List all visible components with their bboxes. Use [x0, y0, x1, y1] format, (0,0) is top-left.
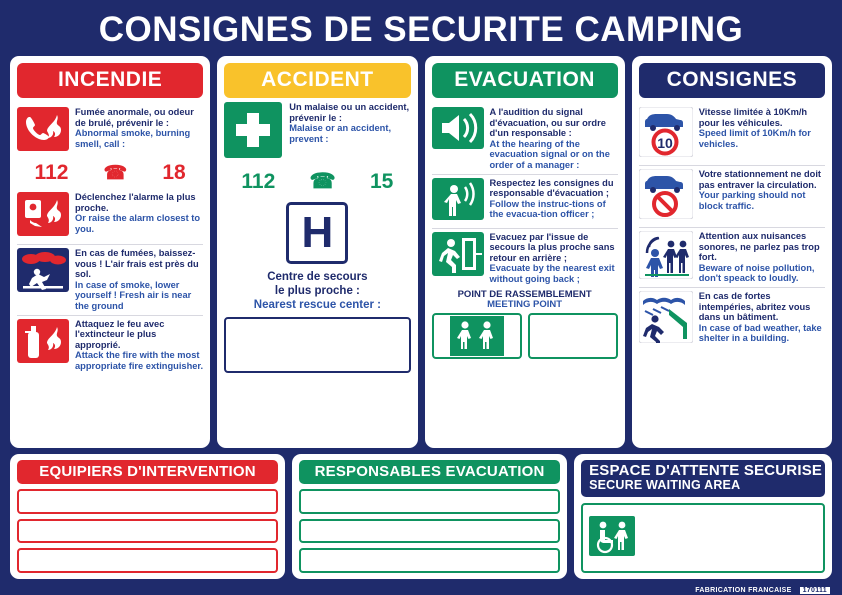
- list-item-text: [699, 107, 825, 149]
- column-header-accident: ACCIDENT: [224, 63, 410, 98]
- text-fr: Attaquez le feu avec l'extincteur le plus approprié.: [75, 318, 165, 350]
- phone-icon: ☎: [309, 170, 336, 193]
- text-fr: Respectez les consignes du responsable d'évacuation ;: [489, 177, 614, 199]
- evacuation-managers-input[interactable]: [299, 519, 560, 544]
- noise-pollution-icon: [639, 231, 693, 284]
- panel-intervention-team: [10, 454, 285, 579]
- consignes-rows: [639, 104, 825, 442]
- footer: [695, 587, 830, 594]
- list-item: [639, 287, 825, 351]
- crawl-smoke-icon: [17, 248, 69, 297]
- intervention-team-input[interactable]: [17, 489, 278, 514]
- rescue-center-fr-1: Centre de secours: [267, 271, 368, 283]
- list-item-text: [75, 248, 203, 312]
- text-en: In case of bad weather, take shelter in a building.: [698, 322, 822, 344]
- text-fr: Un malaise ou un accident, prévenir le :: [289, 102, 410, 123]
- accident-intro: [224, 98, 410, 163]
- text-fr: Votre stationnement ne doit pas entraver la circulation.: [698, 169, 821, 190]
- intervention-team-input[interactable]: [17, 548, 278, 573]
- intervention-team-header: EQUIPIERS D'INTERVENTION: [17, 460, 278, 484]
- no-parking-icon: [639, 169, 693, 224]
- intervention-team-input[interactable]: [17, 519, 278, 544]
- fire-extinguisher-icon: [17, 319, 69, 368]
- list-item: [432, 174, 618, 228]
- list-item: [639, 165, 825, 227]
- panel-waiting-area: [574, 454, 832, 579]
- list-item-text: [490, 232, 618, 285]
- column-header-consignes: CONSIGNES: [639, 63, 825, 98]
- list-item-text: [75, 192, 203, 234]
- text-fr: Déclenchez l'alarme la plus proche.: [75, 192, 196, 213]
- meeting-point-input[interactable]: [528, 313, 618, 359]
- phone-icon: ☎: [103, 162, 128, 184]
- text-en: Attack the fire with the most appropriate fire extinguisher.: [75, 350, 204, 371]
- bottom-row: [10, 454, 832, 579]
- meeting-point-fr: POINT DE RASSEMBLEMENT: [457, 288, 592, 300]
- exit-door-icon: [432, 232, 484, 281]
- meeting-point-row: [432, 313, 618, 359]
- footer-made-in: FABRICATION FRANCAISE: [695, 587, 792, 594]
- phone-number-15: 15: [369, 169, 394, 193]
- evacuation-managers-input[interactable]: [299, 548, 560, 573]
- rescue-center-input[interactable]: [224, 317, 410, 373]
- text-en: Speed limit of 10Km/h for vehicles.: [698, 128, 811, 149]
- text-en: Malaise or an accident, prevent :: [289, 123, 392, 144]
- list-item: [639, 227, 825, 287]
- evacuation-managers-header: RESPONSABLES EVACUATION: [299, 460, 560, 484]
- intervention-team-lines: [17, 489, 278, 573]
- list-item: [432, 104, 618, 174]
- text-fr: A l'audition du signal d'évacuation, ou sur ordre d'un responsable :: [489, 107, 606, 139]
- phone-number-112: 112: [241, 169, 276, 193]
- column-accident: [217, 56, 417, 448]
- text-en: Evacuate by the nearest exit without going back ;: [489, 263, 615, 284]
- list-item-text: [75, 107, 203, 149]
- text-fr: Fumée anormale, ou odeur de brulé, prévenir le :: [75, 107, 194, 128]
- text-en: Follow the instruc-tions of the evacua-tion officer ;: [489, 198, 606, 220]
- column-header-incendie: INCENDIE: [17, 63, 203, 98]
- hospital-icon: H: [286, 202, 348, 264]
- evacuation-managers-input[interactable]: [299, 489, 560, 514]
- emergency-numbers-accident: [224, 163, 410, 198]
- text-en: Your parking should not block traffic.: [698, 190, 806, 211]
- waiting-area-header-fr: ESPACE D'ATTENTE SECURISE: [589, 462, 823, 479]
- list-item: [17, 189, 203, 244]
- list-item-text: [490, 107, 618, 171]
- panel-evacuation-managers: [292, 454, 567, 579]
- wheelchair-waiting-icon: [589, 516, 635, 561]
- text-fr: En cas de fortes intempéries, abritez vous dans un bâtiment.: [698, 291, 811, 323]
- text-fr: Attention aux nuisances sonores, ne parlez pas trop fort.: [698, 231, 820, 263]
- text-fr: En cas de fumées, baissez-vous ! L'air frais est près du sol.: [75, 248, 199, 280]
- evacuation-managers-lines: [299, 489, 560, 573]
- text-fr: Evacuez par l'issue de secours la plus proche sans retour en arrière ;: [489, 231, 615, 263]
- text-en: Abnormal smoke, burning smell, call :: [75, 128, 191, 149]
- meeting-point-label: [432, 290, 618, 310]
- list-item: [17, 315, 203, 375]
- text-en: At the hearing of the evacuation signal or on the order of a manager :: [489, 138, 610, 170]
- text-fr: Vitesse limitée à 10Km/h pour les véhicules.: [698, 107, 808, 128]
- columns-row: [10, 56, 832, 448]
- list-item-text: [490, 178, 618, 220]
- emergency-numbers-incendie: [17, 159, 203, 189]
- rescue-center-en: Nearest rescue center :: [253, 299, 381, 311]
- page-title: CONSIGNES DE SECURITE CAMPING: [98, 10, 744, 49]
- rescue-center-fr-2: le plus proche :: [274, 285, 360, 297]
- waiting-area-header: [581, 460, 825, 497]
- list-item: [639, 104, 825, 165]
- first-aid-cross-icon: [224, 102, 282, 163]
- text-en: Beware of noise pollution, don't speack to loudly.: [698, 262, 815, 284]
- evacuation-officer-icon: [432, 178, 484, 225]
- storm-shelter-icon: [639, 291, 693, 348]
- speed-limit-icon: [639, 107, 693, 162]
- list-item: [17, 104, 203, 159]
- fire-alarm-icon: [17, 192, 69, 241]
- fire-phone-icon: [17, 107, 69, 156]
- alarm-speaker-icon: [432, 107, 484, 154]
- column-header-evacuation: EVACUATION: [432, 63, 618, 98]
- list-item: [432, 228, 618, 288]
- evacuation-rows: [432, 104, 618, 442]
- text-en: Or raise the alarm closest to you.: [75, 213, 201, 234]
- list-item-text: [699, 291, 825, 344]
- list-item-text: [75, 319, 203, 372]
- phone-number-18: 18: [162, 161, 186, 184]
- list-item-text: [699, 231, 825, 284]
- list-item-text: [699, 169, 825, 211]
- incendie-rows: [17, 104, 203, 442]
- rescue-center-label: [224, 270, 410, 312]
- meeting-point-icon: [432, 313, 522, 359]
- column-evacuation: [425, 56, 625, 448]
- svg-text:10: 10: [656, 135, 673, 151]
- footer-reference: 170111: [800, 587, 830, 594]
- accident-text: [289, 102, 410, 144]
- waiting-area-input[interactable]: [581, 503, 825, 573]
- waiting-area-header-en: SECURE WAITING AREA: [589, 478, 741, 492]
- list-item: [17, 244, 203, 315]
- text-en: In case of smoke, lower yourself ! Fresh air is near the ground: [75, 279, 192, 311]
- phone-number-112: 112: [34, 161, 69, 184]
- column-incendie: [10, 56, 210, 448]
- meeting-point-en: MEETING POINT: [487, 298, 563, 310]
- column-consignes: [632, 56, 832, 448]
